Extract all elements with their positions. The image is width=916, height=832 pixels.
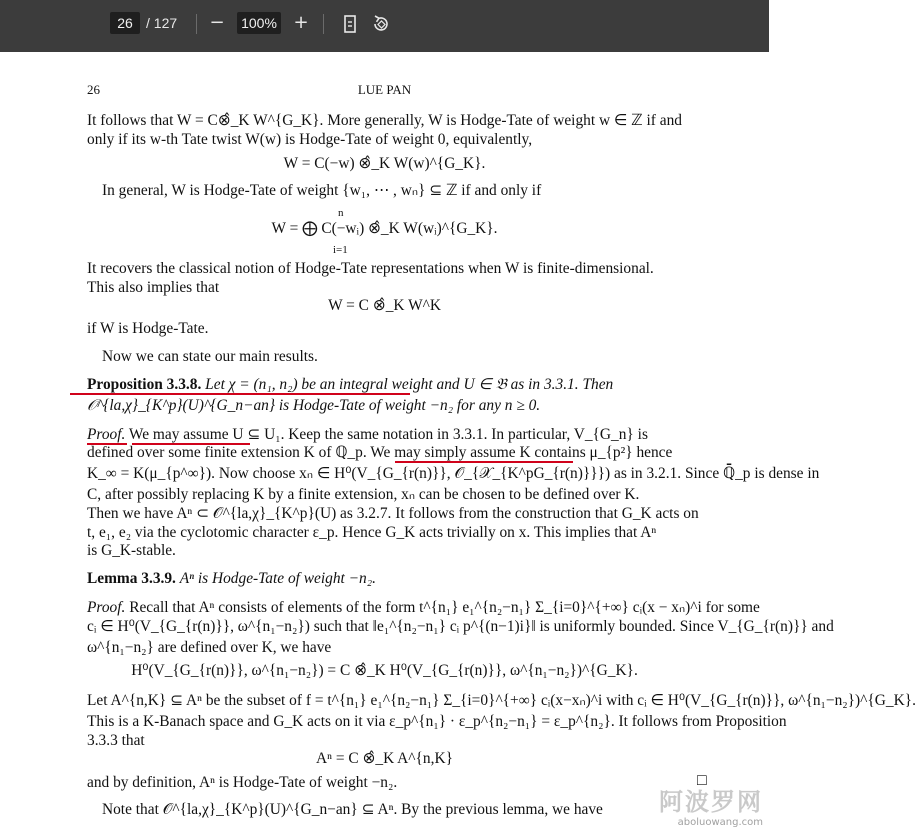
rotate-icon[interactable] <box>369 14 393 38</box>
proof-label: Proof. <box>87 426 126 443</box>
proof-label: Proof. <box>87 599 126 616</box>
text-line: cᵢ ∈ H⁰(V_{G_{r(n)}}, ω^{n₁−n₂}) such that ‖e₁^{n₂−n₁} cᵢ p^{(n−1)i}‖ is uniformly bounded. Since V_{G_{r(n)}} and <box>87 618 834 635</box>
text-line: It recovers the classical notion of Hodge-Tate representations when W is finite-dimensional. <box>87 260 654 277</box>
text-line: is G_K-stable. <box>87 542 176 559</box>
toolbar-divider <box>323 14 324 34</box>
equation: H⁰(V_{G_{r(n)}}, ω^{n₁−n₂}) = C ⊗̂_K H⁰(V_{G_{r(n)}}, ω^{n₁−n₂})^{G_K}. <box>131 662 638 679</box>
proof-line <box>87 599 760 617</box>
toolbar-divider <box>196 14 197 34</box>
text-line: and by definition, Aⁿ is Hodge-Tate of weight −n₂. <box>87 774 398 791</box>
text-line: C, after possibly replacing K by a finite extension, xₙ can be chosen to be defined over K. <box>87 486 640 503</box>
sum-lower-limit: i=1 <box>333 244 348 256</box>
fit-page-icon[interactable] <box>338 14 362 38</box>
text-line: ω^{n₁−n₂} are defined over K, we have <box>87 639 332 656</box>
text-line: This also implies that <box>87 279 220 296</box>
page-number: 26 <box>87 82 100 97</box>
running-head: LUE PAN <box>357 82 412 97</box>
document-page <box>0 52 916 832</box>
text-line: In general, W is Hodge-Tate of weight {w₁, ⋯ , wₙ} ⊆ ℤ if and only if <box>102 182 542 199</box>
watermark <box>659 782 763 828</box>
text-line: t, e₁, e₂ via the cyclotomic character ε_p. Hence G_K acts trivially on x. This implies that Aⁿ <box>87 524 657 541</box>
text-line: This is a K-Banach space and G_K acts on it via ε_p^{n₁} · ε_p^{n₂−n₁} = ε_p^{n₂}. It follows from Proposition <box>87 713 787 730</box>
pdf-toolbar <box>0 0 769 52</box>
zoom-out-button[interactable]: − <box>209 12 225 33</box>
proposition-label: Proposition 3.3.8. <box>87 376 202 393</box>
text-line: defined over some finite extension K of ℚ_p. We may simply assume K contains μ_{p²} hence <box>87 444 673 461</box>
text-line: K_∞ = K(μ_{p^∞}). Now choose xₙ ∈ H⁰(V_{G_{r(n)}}, 𝒪_{𝒳_{K^pG_{r(n)}}}) as in 3.2.1. Since ℚ̄_p is dense in <box>87 465 820 482</box>
equation: Aⁿ = C ⊗̂_K A^{n,K} <box>316 750 453 767</box>
equation: W = ⨁ C(−wᵢ) ⊗̂_K W(wᵢ)^{G_K}. <box>271 220 498 237</box>
proposition-text: Let χ = (n₁, n₂) be an integral weight and U ∈ 𝔅 as in 3.3.1. Then <box>205 376 614 393</box>
page-number-input[interactable]: 26 <box>110 12 140 34</box>
red-annotation-underline <box>395 461 573 463</box>
text-line: only if its w-th Tate twist W(w) is Hodge-Tate of weight 0, equivalently, <box>87 131 533 148</box>
proposition-line <box>87 376 613 394</box>
lemma-text: Aⁿ is Hodge-Tate of weight −n₂. <box>179 570 376 587</box>
proposition-line: 𝒪^{la,χ}_{K^p}(U)^{G_n−an} is Hodge-Tate of weight −n₂ for any n ≥ 0. <box>87 397 541 414</box>
text-line: 3.3.3 that <box>87 732 145 749</box>
zoom-level-input[interactable]: 100% <box>237 12 281 34</box>
watermark-title: 阿波罗网 <box>659 788 763 816</box>
lemma-line <box>87 570 376 588</box>
text-line: if W is Hodge-Tate. <box>87 320 209 337</box>
text-line: It follows that W = C⊗̂_K W^{G_K}. More generally, W is Hodge-Tate of weight w ∈ ℤ if and <box>87 112 682 129</box>
text-line: Now we can state our main results. <box>102 348 318 365</box>
text-line: Note that 𝒪^{la,χ}_{K^p}(U)^{G_n−an} ⊆ Aⁿ. By the previous lemma, we have <box>102 801 603 818</box>
text-line: Let A^{n,K} ⊆ Aⁿ be the subset of f = t^{n₁} e₁^{n₂−n₁} Σ_{i=0}^{+∞} cᵢ(x−xₙ)^i with cᵢ ∈ H⁰(V_{G_{r(n)}}, ω^{n₁−n₂})^{G_K}. <box>87 692 916 709</box>
zoom-in-button[interactable]: + <box>293 12 309 33</box>
qed-symbol: □ <box>697 772 707 789</box>
proof-text: Recall that Aⁿ consists of elements of the form t^{n₁} e₁^{n₂−n₁} Σ_{i=0}^{+∞} cᵢ(x − xₙ)^i for some <box>129 599 760 616</box>
watermark-url: aboluowang.com <box>677 817 763 828</box>
lemma-label: Lemma 3.3.9. <box>87 570 176 587</box>
equation: W = C ⊗̂_K W^K <box>328 297 441 314</box>
equation: W = C(−w) ⊗̂_K W(w)^{G_K}. <box>283 155 486 172</box>
page-total-label: / 127 <box>146 15 178 31</box>
proof-line <box>87 426 648 444</box>
text-line: Then we have Aⁿ ⊂ 𝒪^{la,χ}_{K^p}(U) as 3.2.7. It follows from the construction that G_K acts on <box>87 505 699 522</box>
red-annotation-underline <box>70 393 410 395</box>
sum-upper-limit: n <box>338 207 344 219</box>
proof-text: We may assume U ⊆ U₁. Keep the same notation in 3.3.1. In particular, V_{G_n} is <box>128 426 648 443</box>
